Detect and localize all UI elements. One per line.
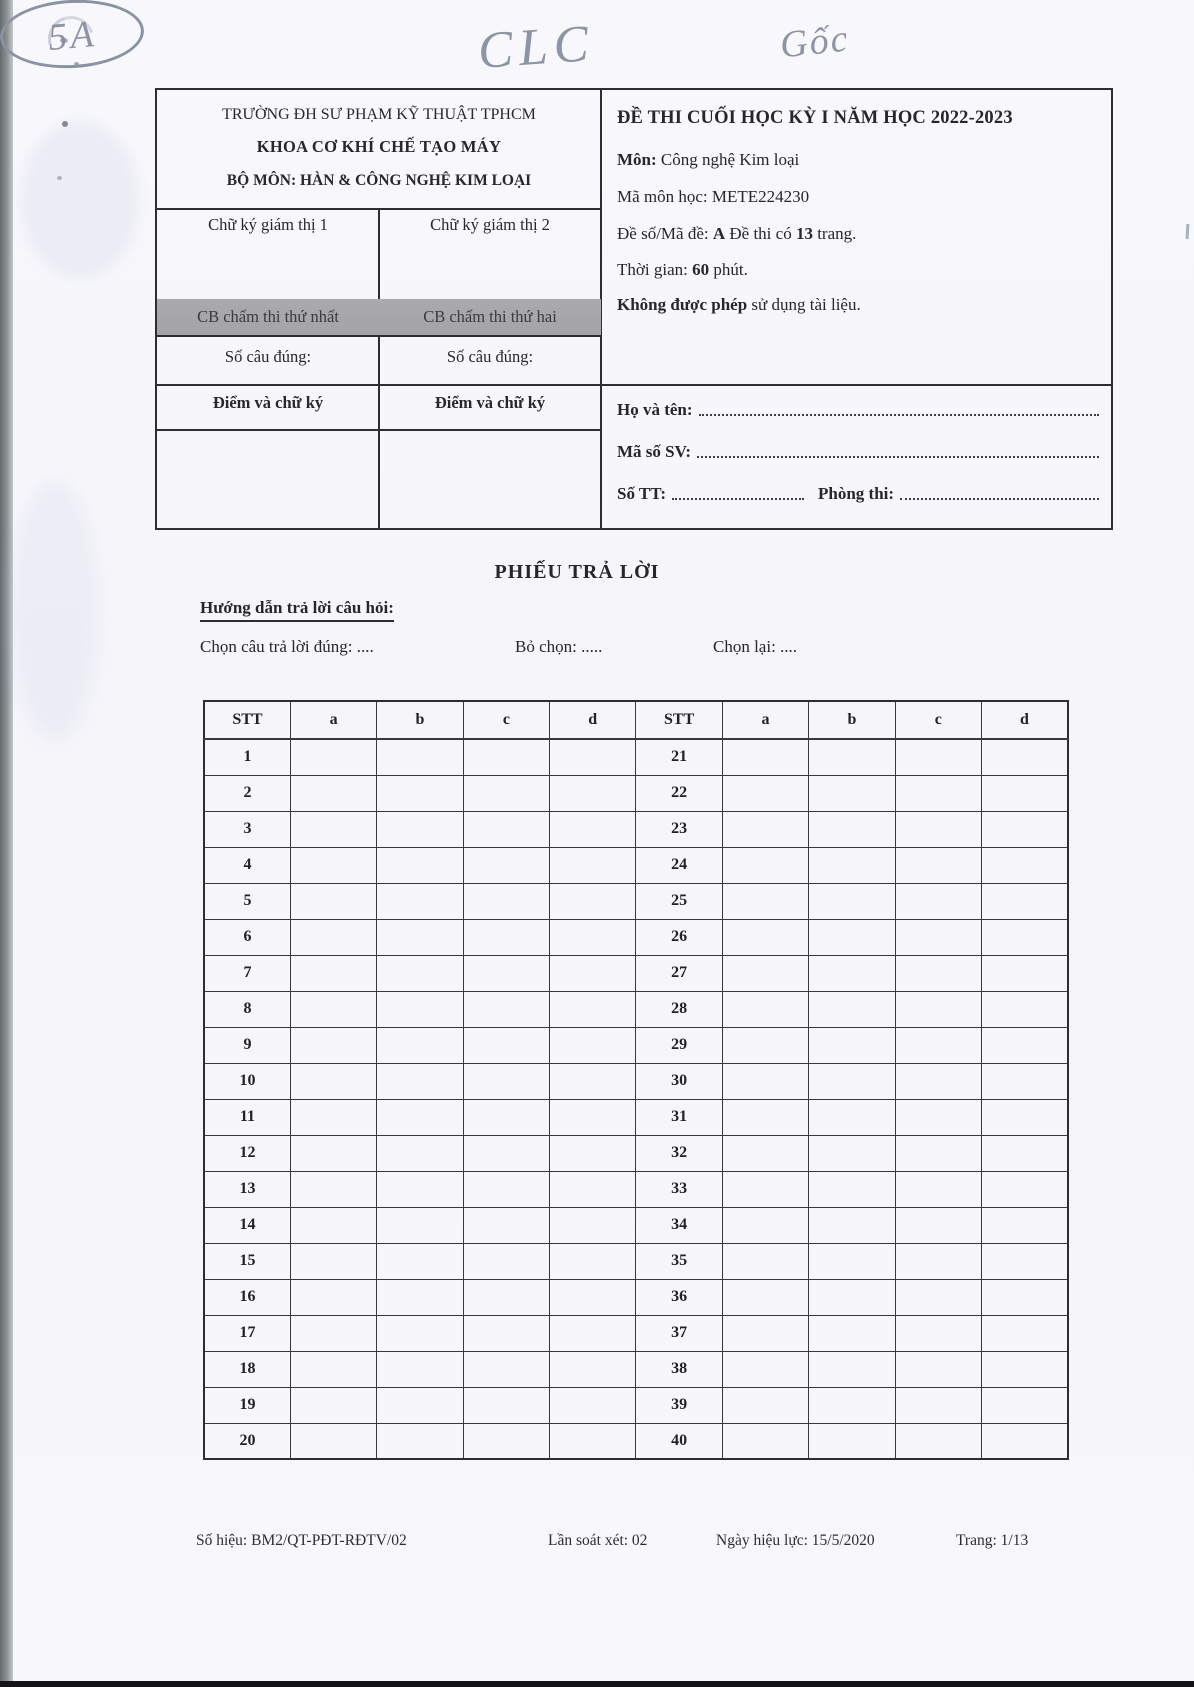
question-number: 6: [204, 919, 290, 955]
answer-cell: [809, 1027, 895, 1063]
answer-cell: [377, 811, 463, 847]
scan-speck: [57, 176, 62, 180]
answer-cell: [895, 1423, 981, 1459]
answer-cell: [722, 1099, 808, 1135]
answer-cell: [722, 1171, 808, 1207]
answer-cell: [895, 1135, 981, 1171]
question-number: 23: [636, 811, 722, 847]
answer-cell: [463, 1135, 549, 1171]
grader-2-label: CB chấm thi thứ hai: [423, 307, 557, 326]
answer-row: [204, 1279, 1068, 1315]
question-number: 38: [636, 1351, 722, 1387]
answer-cell: [809, 811, 895, 847]
answer-cell: [982, 1423, 1068, 1459]
student-id-label: Mã số SV:: [617, 442, 691, 461]
answer-cell: [982, 1135, 1068, 1171]
answer-cell: [982, 955, 1068, 991]
scan-blotch: [10, 480, 100, 740]
answer-row: [204, 1207, 1068, 1243]
question-number: 3: [204, 811, 290, 847]
pages-post: trang.: [817, 224, 857, 243]
column-header: a: [722, 701, 808, 739]
answer-cell: [463, 1387, 549, 1423]
question-number: 7: [204, 955, 290, 991]
column-header: STT: [204, 701, 290, 739]
room-field: [900, 498, 1099, 500]
answer-cell: [463, 1423, 549, 1459]
scan-edge-bottom: [0, 1681, 1194, 1687]
answer-cell: [982, 919, 1068, 955]
answer-cell: [377, 883, 463, 919]
question-number: 22: [636, 775, 722, 811]
answer-cell: [895, 1099, 981, 1135]
answer-cell: [550, 1171, 636, 1207]
handwriting-ellipse: [0, 0, 146, 72]
question-number: 32: [636, 1135, 722, 1171]
rule-rest: sử dụng tài liệu.: [751, 295, 861, 314]
answer-cell: [550, 811, 636, 847]
answer-cell: [722, 847, 808, 883]
answer-cell: [982, 1171, 1068, 1207]
rule-bold: Không được phép: [617, 295, 748, 314]
answer-cell: [722, 919, 808, 955]
question-number: 34: [636, 1207, 722, 1243]
answer-cell: [463, 1099, 549, 1135]
proctor-signature-2-label: Chữ ký giám thị 2: [430, 215, 550, 234]
answer-cell: [290, 919, 376, 955]
footer-page-number: Trang: 1/13: [956, 1532, 1029, 1549]
answer-cell: [895, 1207, 981, 1243]
answer-cell: [377, 1135, 463, 1171]
question-number: 13: [204, 1171, 290, 1207]
time-label: Thời gian:: [617, 260, 688, 279]
answer-cell: [722, 1207, 808, 1243]
answer-cell: [550, 955, 636, 991]
answer-cell: [290, 1171, 376, 1207]
answer-cell: [463, 1063, 549, 1099]
question-number: 24: [636, 847, 722, 883]
score-signature-1-label: Điểm và chữ ký: [212, 393, 324, 412]
answer-cell: [895, 1351, 981, 1387]
exam-title: ĐỀ THI CUỐI HỌC KỲ I NĂM HỌC 2022-2023: [617, 108, 1013, 128]
answer-cell: [463, 1027, 549, 1063]
scan-edge-left: [0, 0, 13, 1687]
answer-cell: [982, 883, 1068, 919]
answer-row: [204, 919, 1068, 955]
divider-under-school: [157, 208, 600, 210]
variant-label: Đề số/Mã đề:: [617, 224, 709, 243]
question-number: 19: [204, 1387, 290, 1423]
answer-cell: [895, 955, 981, 991]
answer-cell: [550, 1387, 636, 1423]
student-id-row: [617, 442, 1099, 462]
answer-cell: [463, 1279, 549, 1315]
student-name-row: [617, 400, 1099, 420]
answer-cell: [550, 1135, 636, 1171]
answer-cell: [982, 847, 1068, 883]
answer-cell: [982, 1279, 1068, 1315]
answer-cell: [809, 1063, 895, 1099]
handwriting-clc: CLC: [476, 15, 597, 80]
divider-vertical-left: [378, 208, 380, 528]
guide-select: Chọn câu trả lời đúng: ....: [200, 637, 374, 656]
question-number: 4: [204, 847, 290, 883]
proctor-signature-1-label: Chữ ký giám thị 1: [208, 215, 328, 234]
answer-cell: [982, 1243, 1068, 1279]
student-id-field: [697, 456, 1099, 458]
answer-cell: [722, 1135, 808, 1171]
scan-edge-tick: [1186, 224, 1190, 239]
answer-cell: [290, 955, 376, 991]
answer-cell: [463, 919, 549, 955]
answer-cell: [809, 1207, 895, 1243]
answer-table-header: [204, 701, 1068, 739]
answer-cell: [722, 1243, 808, 1279]
answer-cell: [290, 883, 376, 919]
answer-row: [204, 1423, 1068, 1459]
answer-cell: [550, 1027, 636, 1063]
answer-cell: [895, 1063, 981, 1099]
question-number: 35: [636, 1243, 722, 1279]
answer-row: [204, 1171, 1068, 1207]
footer-doc-number: Số hiệu: BM2/QT-PĐT-RĐTV/02: [196, 1532, 407, 1549]
answer-cell: [377, 1423, 463, 1459]
answer-cell: [463, 1315, 549, 1351]
answer-cell: [722, 1387, 808, 1423]
answer-cell: [377, 775, 463, 811]
answer-cell: [982, 1207, 1068, 1243]
answer-cell: [809, 1387, 895, 1423]
answer-cell: [895, 1387, 981, 1423]
answer-row: [204, 1387, 1068, 1423]
exam-header-table: [155, 88, 1113, 530]
seat-label: Số TT:: [617, 484, 666, 503]
answer-cell: [290, 1135, 376, 1171]
answer-cell: [377, 1207, 463, 1243]
answer-cell: [550, 1243, 636, 1279]
answer-cell: [982, 811, 1068, 847]
pages-value: 13: [795, 224, 813, 243]
guide-reselect: Chọn lại: ....: [713, 637, 798, 656]
column-header: STT: [636, 701, 722, 739]
answer-cell: [982, 1315, 1068, 1351]
question-number: 8: [204, 991, 290, 1027]
student-name-field: [699, 414, 1099, 416]
question-number: 9: [204, 1027, 290, 1063]
answer-cell: [809, 1171, 895, 1207]
question-number: 33: [636, 1171, 722, 1207]
school-name: TRƯỜNG ĐH SƯ PHẠM KỸ THUẬT TPHCM: [222, 106, 536, 123]
answer-cell: [550, 1351, 636, 1387]
exam-rule-line: [617, 295, 1103, 315]
answer-cell: [982, 1351, 1068, 1387]
answer-cell: [550, 1315, 636, 1351]
question-number: 1: [204, 739, 290, 775]
answer-cell: [290, 1099, 376, 1135]
answer-cell: [377, 1279, 463, 1315]
column-header: b: [809, 701, 895, 739]
answer-cell: [463, 883, 549, 919]
answer-cell: [290, 847, 376, 883]
answer-sheet-title: PHIẾU TRẢ LỜI: [494, 561, 660, 583]
answer-cell: [809, 775, 895, 811]
exam-time-line: [617, 260, 1103, 280]
time-value: 60: [692, 260, 710, 279]
answer-cell: [722, 1027, 808, 1063]
answer-cell: [809, 1279, 895, 1315]
question-number: 5: [204, 883, 290, 919]
question-number: 12: [204, 1135, 290, 1171]
question-number: 28: [636, 991, 722, 1027]
answer-cell: [377, 1315, 463, 1351]
footer-review: Lần soát xét: 02: [548, 1532, 648, 1549]
answer-cell: [895, 811, 981, 847]
question-number: 10: [204, 1063, 290, 1099]
answer-cell: [982, 1027, 1068, 1063]
seat-field: [672, 498, 804, 500]
answer-cell: [809, 739, 895, 775]
answer-cell: [809, 1423, 895, 1459]
answer-cell: [722, 1423, 808, 1459]
answer-cell: [290, 1423, 376, 1459]
answer-cell: [290, 1063, 376, 1099]
answer-cell: [550, 991, 636, 1027]
answer-row: [204, 1063, 1068, 1099]
answer-cell: [377, 1099, 463, 1135]
answer-cell: [377, 1063, 463, 1099]
answer-cell: [809, 1135, 895, 1171]
answer-cell: [895, 1243, 981, 1279]
column-header: d: [550, 701, 636, 739]
answer-row: [204, 991, 1068, 1027]
answer-cell: [377, 1351, 463, 1387]
answer-cell: [895, 919, 981, 955]
answer-row: [204, 775, 1068, 811]
variant-value: A: [712, 224, 726, 243]
answer-cell: [550, 1423, 636, 1459]
answer-cell: [722, 739, 808, 775]
answer-cell: [809, 1315, 895, 1351]
answer-cell: [550, 1207, 636, 1243]
correct-count-1-label: Số câu đúng:: [224, 347, 312, 366]
answer-cell: [290, 1207, 376, 1243]
answer-cell: [982, 1063, 1068, 1099]
question-number: 31: [636, 1099, 722, 1135]
question-number: 30: [636, 1063, 722, 1099]
question-number: 15: [204, 1243, 290, 1279]
answer-cell: [982, 775, 1068, 811]
scan-speck: [62, 121, 68, 127]
answer-cell: [550, 1099, 636, 1135]
exam-subject-line: [617, 150, 1103, 170]
answer-row: [204, 847, 1068, 883]
answer-cell: [377, 1027, 463, 1063]
answer-cell: [290, 811, 376, 847]
answer-cell: [377, 1387, 463, 1423]
correct-count-2-label: Số câu đúng:: [446, 347, 534, 366]
answer-row: [204, 811, 1068, 847]
answer-cell: [895, 847, 981, 883]
answer-cell: [377, 1171, 463, 1207]
answer-row: [204, 955, 1068, 991]
answer-cell: [377, 991, 463, 1027]
answer-cell: [809, 883, 895, 919]
answer-cell: [722, 1279, 808, 1315]
answer-cell: [809, 1099, 895, 1135]
answer-cell: [377, 955, 463, 991]
header-row: [204, 701, 1068, 739]
answer-row: [204, 739, 1068, 775]
answer-cell: [463, 811, 549, 847]
answer-cell: [550, 919, 636, 955]
answer-cell: [290, 1351, 376, 1387]
answer-cell: [290, 739, 376, 775]
subject-label: Môn:: [617, 150, 657, 169]
exam-variant-line: [617, 224, 1103, 244]
answer-cell: [377, 847, 463, 883]
answer-row: [204, 1027, 1068, 1063]
answer-cell: [722, 775, 808, 811]
column-header: d: [982, 701, 1068, 739]
room-label: Phòng thi:: [817, 484, 895, 503]
answer-cell: [550, 1063, 636, 1099]
answer-cell: [463, 1243, 549, 1279]
question-number: 11: [204, 1099, 290, 1135]
answer-cell: [550, 847, 636, 883]
answer-cell: [377, 919, 463, 955]
question-number: 26: [636, 919, 722, 955]
answer-cell: [809, 955, 895, 991]
answer-cell: [463, 1171, 549, 1207]
question-number: 25: [636, 883, 722, 919]
answer-row: [204, 1351, 1068, 1387]
guide-heading: Hướng dẫn trả lời câu hỏi:: [200, 598, 394, 622]
answer-row: [204, 1243, 1068, 1279]
handwriting-circled-code: 5A: [46, 12, 99, 60]
handwriting-goc: Gốc: [777, 17, 852, 67]
question-number: 27: [636, 955, 722, 991]
answer-cell: [463, 955, 549, 991]
question-number: 17: [204, 1315, 290, 1351]
question-number: 21: [636, 739, 722, 775]
question-number: 2: [204, 775, 290, 811]
answer-row: [204, 883, 1068, 919]
answer-cell: [809, 1351, 895, 1387]
seat-room-row: [617, 484, 1099, 504]
answer-cell: [722, 883, 808, 919]
answer-cell: [290, 1027, 376, 1063]
answer-cell: [463, 1351, 549, 1387]
answer-cell: [895, 1279, 981, 1315]
answer-cell: [722, 811, 808, 847]
question-number: 16: [204, 1279, 290, 1315]
answer-cell: [809, 919, 895, 955]
answer-table-body: [204, 739, 1068, 1459]
question-number: 29: [636, 1027, 722, 1063]
answer-cell: [377, 1243, 463, 1279]
answer-cell: [463, 739, 549, 775]
answer-cell: [290, 1243, 376, 1279]
answer-cell: [895, 1315, 981, 1351]
divider-middle: [157, 384, 1111, 386]
answer-cell: [722, 991, 808, 1027]
answer-cell: [982, 991, 1068, 1027]
question-number: 36: [636, 1279, 722, 1315]
column-header: c: [895, 701, 981, 739]
footer-effective-date: Ngày hiệu lực: 15/5/2020: [716, 1532, 875, 1549]
answer-cell: [290, 1315, 376, 1351]
answer-cell: [895, 1027, 981, 1063]
answer-cell: [722, 1315, 808, 1351]
column-header: b: [377, 701, 463, 739]
answer-cell: [982, 1387, 1068, 1423]
answer-cell: [550, 883, 636, 919]
answer-cell: [463, 847, 549, 883]
question-number: 40: [636, 1423, 722, 1459]
department-name: BỘ MÔN: HÀN & CÔNG NGHỆ KIM LOẠI: [226, 172, 532, 189]
time-post: phút.: [713, 260, 748, 279]
answer-cell: [463, 775, 549, 811]
subject-value: Công nghệ Kim loại: [660, 150, 800, 169]
answer-cell: [550, 775, 636, 811]
answer-cell: [377, 739, 463, 775]
answer-cell: [290, 1279, 376, 1315]
answer-cell: [722, 1351, 808, 1387]
answer-cell: [895, 991, 981, 1027]
answer-row: [204, 1135, 1068, 1171]
course-code-line: Mã môn học: METE224230: [617, 187, 810, 206]
divider-under-score: [157, 429, 600, 431]
faculty-name: KHOA CƠ KHÍ CHẾ TẠO MÁY: [256, 137, 502, 156]
answer-cell: [895, 1171, 981, 1207]
answer-cell: [809, 1243, 895, 1279]
answer-cell: [463, 991, 549, 1027]
answer-cell: [809, 991, 895, 1027]
answer-cell: [895, 739, 981, 775]
student-name-label: Họ và tên:: [617, 400, 693, 419]
answer-cell: [550, 739, 636, 775]
answer-table: [203, 700, 1069, 1460]
answer-cell: [895, 775, 981, 811]
question-number: 39: [636, 1387, 722, 1423]
answer-cell: [550, 1279, 636, 1315]
answer-cell: [809, 847, 895, 883]
answer-cell: [982, 739, 1068, 775]
question-number: 20: [204, 1423, 290, 1459]
answer-row: [204, 1099, 1068, 1135]
answer-cell: [290, 1387, 376, 1423]
answer-cell: [463, 1207, 549, 1243]
answer-cell: [290, 991, 376, 1027]
answer-cell: [895, 883, 981, 919]
answer-cell: [722, 1063, 808, 1099]
answer-row: [204, 1315, 1068, 1351]
answer-cell: [290, 775, 376, 811]
question-number: 18: [204, 1351, 290, 1387]
question-number: 37: [636, 1315, 722, 1351]
pages-pre: Đề thi có: [729, 224, 792, 243]
score-signature-2-label: Điểm và chữ ký: [434, 393, 546, 412]
scan-blotch: [20, 120, 140, 280]
grader-1-label: CB chấm thi thứ nhất: [197, 307, 339, 326]
question-number: 14: [204, 1207, 290, 1243]
answer-cell: [722, 955, 808, 991]
answer-cell: [982, 1099, 1068, 1135]
guide-unselect: Bỏ chọn: .....: [515, 637, 603, 656]
column-header: c: [463, 701, 549, 739]
column-header: a: [290, 701, 376, 739]
